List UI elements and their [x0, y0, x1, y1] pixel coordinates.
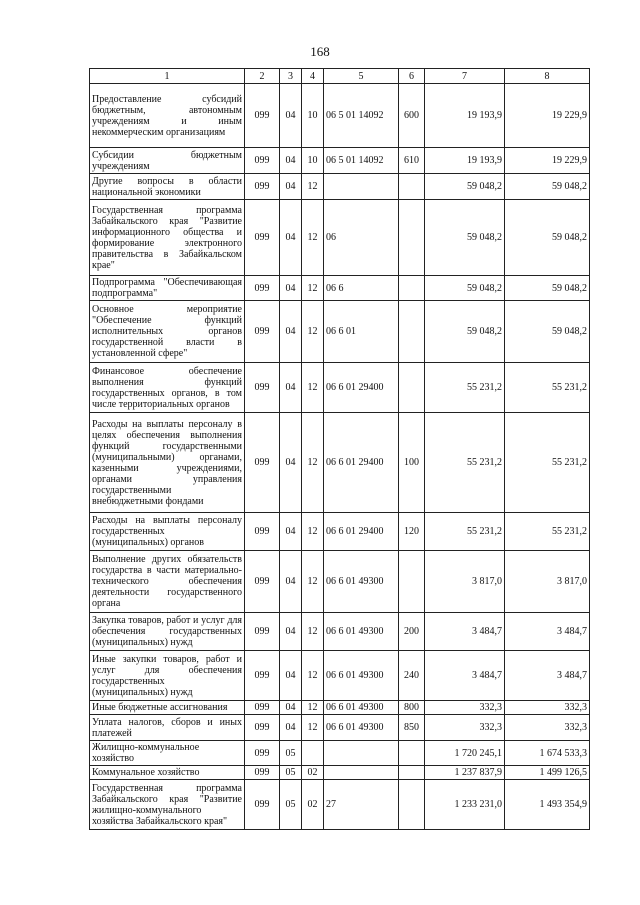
amount-year1-cell: 1 720 245,1 — [425, 741, 505, 766]
amount-year2-cell: 3 817,0 — [505, 551, 590, 613]
amount-year2-cell: 55 231,2 — [505, 413, 590, 513]
table-row — [90, 766, 590, 780]
budget-code-cell: 099 — [245, 741, 280, 766]
amount-year2-cell: 1 493 354,9 — [505, 780, 590, 830]
budget-code-cell: 099 — [245, 780, 280, 830]
amount-year1-cell: 59 048,2 — [425, 276, 505, 301]
amount-year1-cell: 59 048,2 — [425, 301, 505, 363]
amount-year1-cell: 19 193,9 — [425, 84, 505, 148]
budget-code-cell: 099 — [245, 613, 280, 651]
budget-code-cell: 099 — [245, 513, 280, 551]
section-cell: 04 — [280, 701, 302, 715]
target-article-cell — [324, 766, 399, 780]
row-name-cell: Иные бюджетные ассигнования — [90, 701, 245, 715]
row-name-cell: Финансовое обеспечение выполнения функций государственных органов, в том числе территориальных органов — [90, 363, 245, 413]
expense-type-cell: 240 — [399, 651, 425, 701]
table-row — [90, 148, 590, 174]
amount-year2-cell: 59 048,2 — [505, 200, 590, 276]
expense-type-cell: 100 — [399, 413, 425, 513]
section-cell: 04 — [280, 301, 302, 363]
row-name-cell: Жилищно-коммунальное хозяйство — [90, 741, 245, 766]
page-number: 168 — [310, 44, 330, 59]
subsection-cell: 12 — [302, 301, 324, 363]
expense-type-cell: 120 — [399, 513, 425, 551]
section-cell: 04 — [280, 413, 302, 513]
expense-type-cell — [399, 766, 425, 780]
col-header-8: 8 — [505, 69, 590, 84]
col-header-4: 4 — [302, 69, 324, 84]
amount-year1-cell: 3 484,7 — [425, 613, 505, 651]
amount-year2-cell: 55 231,2 — [505, 513, 590, 551]
amount-year2-cell: 59 048,2 — [505, 301, 590, 363]
section-cell: 04 — [280, 200, 302, 276]
section-cell: 04 — [280, 174, 302, 200]
table-row — [90, 174, 590, 200]
col-header-5: 5 — [324, 69, 399, 84]
budget-code-cell: 099 — [245, 551, 280, 613]
target-article-cell: 06 6 01 29400 — [324, 363, 399, 413]
table-row — [90, 701, 590, 715]
amount-year2-cell: 19 229,9 — [505, 148, 590, 174]
subsection-cell: 12 — [302, 363, 324, 413]
subsection-cell: 12 — [302, 200, 324, 276]
table-row — [90, 301, 590, 363]
subsection-cell: 12 — [302, 613, 324, 651]
target-article-cell: 27 — [324, 780, 399, 830]
section-cell: 04 — [280, 84, 302, 148]
budget-code-cell: 099 — [245, 301, 280, 363]
subsection-cell: 12 — [302, 174, 324, 200]
budget-code-cell: 099 — [245, 148, 280, 174]
subsection-cell: 12 — [302, 715, 324, 741]
section-cell: 05 — [280, 766, 302, 780]
subsection-cell: 02 — [302, 780, 324, 830]
table-row — [90, 715, 590, 741]
expense-type-cell — [399, 301, 425, 363]
table-row — [90, 613, 590, 651]
target-article-cell: 06 5 01 14092 — [324, 84, 399, 148]
expense-type-cell: 600 — [399, 84, 425, 148]
target-article-cell: 06 6 01 49300 — [324, 613, 399, 651]
subsection-cell: 12 — [302, 701, 324, 715]
subsection-cell: 12 — [302, 651, 324, 701]
table-row — [90, 551, 590, 613]
col-header-3: 3 — [280, 69, 302, 84]
target-article-cell: 06 — [324, 200, 399, 276]
table-row — [90, 363, 590, 413]
target-article-cell: 06 6 01 49300 — [324, 701, 399, 715]
target-article-cell: 06 6 01 49300 — [324, 715, 399, 741]
table-row — [90, 513, 590, 551]
subsection-cell: 12 — [302, 513, 324, 551]
amount-year1-cell: 59 048,2 — [425, 174, 505, 200]
section-cell: 04 — [280, 651, 302, 701]
budget-code-cell: 099 — [245, 413, 280, 513]
target-article-cell: 06 6 01 — [324, 301, 399, 363]
budget-code-cell: 099 — [245, 766, 280, 780]
amount-year1-cell: 3 817,0 — [425, 551, 505, 613]
subsection-cell: 10 — [302, 148, 324, 174]
budget-code-cell: 099 — [245, 84, 280, 148]
amount-year2-cell: 3 484,7 — [505, 651, 590, 701]
target-article-cell: 06 6 — [324, 276, 399, 301]
table-row — [90, 651, 590, 701]
amount-year2-cell: 19 229,9 — [505, 84, 590, 148]
amount-year2-cell: 55 231,2 — [505, 363, 590, 413]
subsection-cell: 02 — [302, 766, 324, 780]
expense-type-cell — [399, 174, 425, 200]
subsection-cell: 12 — [302, 276, 324, 301]
section-cell: 04 — [280, 276, 302, 301]
target-article-cell: 06 6 01 29400 — [324, 413, 399, 513]
amount-year1-cell: 59 048,2 — [425, 200, 505, 276]
section-cell: 04 — [280, 513, 302, 551]
target-article-cell — [324, 174, 399, 200]
target-article-cell: 06 5 01 14092 — [324, 148, 399, 174]
amount-year1-cell: 55 231,2 — [425, 513, 505, 551]
subsection-cell: 10 — [302, 84, 324, 148]
expense-type-cell — [399, 741, 425, 766]
amount-year2-cell: 332,3 — [505, 715, 590, 741]
table-row — [90, 276, 590, 301]
section-cell: 04 — [280, 613, 302, 651]
col-header-2: 2 — [245, 69, 280, 84]
budget-code-cell: 099 — [245, 276, 280, 301]
expense-type-cell — [399, 363, 425, 413]
expense-type-cell — [399, 276, 425, 301]
budget-code-cell: 099 — [245, 200, 280, 276]
header-row — [90, 69, 590, 84]
section-cell: 05 — [280, 780, 302, 830]
row-name-cell: Закупка товаров, работ и услуг для обеспечения государственных (муниципальных) нужд — [90, 613, 245, 651]
expense-type-cell: 850 — [399, 715, 425, 741]
col-header-1: 1 — [90, 69, 245, 84]
budget-code-cell: 099 — [245, 651, 280, 701]
row-name-cell: Государственная программа Забайкальского края "Развитие жилищно-коммунального хозяйства Забайкальского края" — [90, 780, 245, 830]
subsection-cell: 12 — [302, 413, 324, 513]
row-name-cell: Предоставление субсидий бюджетным, автономным учреждениям и иным некоммерческим организациям — [90, 84, 245, 148]
target-article-cell — [324, 741, 399, 766]
row-name-cell: Коммунальное хозяйство — [90, 766, 245, 780]
col-header-6: 6 — [399, 69, 425, 84]
expense-type-cell — [399, 551, 425, 613]
budget-code-cell: 099 — [245, 363, 280, 413]
row-name-cell: Подпрограмма "Обеспечивающая подпрограмма" — [90, 276, 245, 301]
amount-year1-cell: 3 484,7 — [425, 651, 505, 701]
row-name-cell: Расходы на выплаты персоналу государственных (муниципальных) органов — [90, 513, 245, 551]
table-row — [90, 200, 590, 276]
amount-year1-cell: 1 233 231,0 — [425, 780, 505, 830]
section-cell: 05 — [280, 741, 302, 766]
amount-year1-cell: 1 237 837,9 — [425, 766, 505, 780]
expense-type-cell: 800 — [399, 701, 425, 715]
section-cell: 04 — [280, 148, 302, 174]
row-name-cell: Другие вопросы в области национальной экономики — [90, 174, 245, 200]
expense-type-cell — [399, 200, 425, 276]
row-name-cell: Выполнение других обязательств государства в части материально-технического обеспечения деятельности государственного органа — [90, 551, 245, 613]
table-row — [90, 780, 590, 830]
budget-table — [89, 68, 590, 830]
amount-year2-cell: 1 499 126,5 — [505, 766, 590, 780]
amount-year2-cell: 332,3 — [505, 701, 590, 715]
amount-year2-cell: 59 048,2 — [505, 174, 590, 200]
amount-year1-cell: 19 193,9 — [425, 148, 505, 174]
amount-year2-cell: 59 048,2 — [505, 276, 590, 301]
budget-code-cell: 099 — [245, 174, 280, 200]
expense-type-cell: 610 — [399, 148, 425, 174]
budget-code-cell: 099 — [245, 715, 280, 741]
target-article-cell: 06 6 01 29400 — [324, 513, 399, 551]
amount-year2-cell: 3 484,7 — [505, 613, 590, 651]
row-name-cell: Основное мероприятие "Обеспечение функций исполнительных органов государственной власти в установленной сфере" — [90, 301, 245, 363]
amount-year1-cell: 332,3 — [425, 701, 505, 715]
target-article-cell: 06 6 01 49300 — [324, 651, 399, 701]
amount-year1-cell: 55 231,2 — [425, 413, 505, 513]
budget-code-cell: 099 — [245, 701, 280, 715]
table-row — [90, 413, 590, 513]
amount-year1-cell: 55 231,2 — [425, 363, 505, 413]
amount-year2-cell: 1 674 533,3 — [505, 741, 590, 766]
section-cell: 04 — [280, 551, 302, 613]
target-article-cell: 06 6 01 49300 — [324, 551, 399, 613]
subsection-cell: 12 — [302, 551, 324, 613]
row-name-cell: Уплата налогов, сборов и иных платежей — [90, 715, 245, 741]
amount-year1-cell: 332,3 — [425, 715, 505, 741]
table-row — [90, 741, 590, 766]
row-name-cell: Субсидии бюджетным учреждениям — [90, 148, 245, 174]
table-row — [90, 84, 590, 148]
subsection-cell — [302, 741, 324, 766]
section-cell: 04 — [280, 715, 302, 741]
row-name-cell: Государственная программа Забайкальского края "Развитие информационного общества и формирование электронного правительства в Забайкальском крае" — [90, 200, 245, 276]
expense-type-cell: 200 — [399, 613, 425, 651]
row-name-cell: Иные закупки товаров, работ и услуг для обеспечения государственных (муниципальных) нужд — [90, 651, 245, 701]
row-name-cell: Расходы на выплаты персоналу в целях обеспечения выполнения функций государственными (муниципальными) органами, казенными учреждениями, органами управления государственными внебюджетными фондами — [90, 413, 245, 513]
section-cell: 04 — [280, 363, 302, 413]
col-header-7: 7 — [425, 69, 505, 84]
expense-type-cell — [399, 780, 425, 830]
